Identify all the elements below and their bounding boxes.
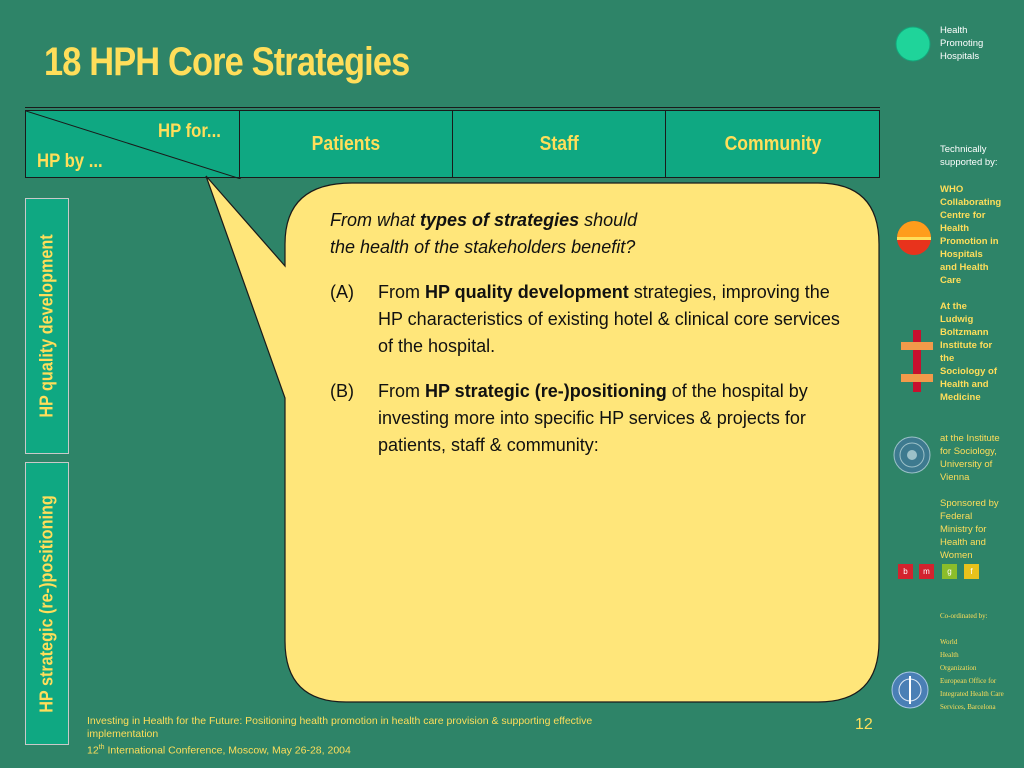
lbi-logo-icon — [901, 330, 933, 392]
technically-supported-text: Technically supported by: — [940, 144, 998, 168]
bmgf-logo-m: m — [919, 564, 934, 579]
hph-logo-text: Health Promoting Hospitals — [940, 25, 984, 62]
footer-text: Investing in Health for the Future: Positioning health promotion in health care provision & supporting effective implementation 12th International Conference, Moscow, May 26-28, 2004 — [87, 715, 593, 757]
column-header-label: Staff — [539, 132, 579, 155]
callout-text — [330, 207, 850, 459]
callout-question: From what types of strategies should the health of the stakeholders benefit? — [330, 210, 638, 257]
who-cc-logo-icon — [896, 220, 932, 256]
who-emblem-icon — [890, 670, 930, 710]
coordinated-by-label: Co-ordinated by: — [940, 612, 988, 620]
column-header-label: Community — [724, 132, 821, 155]
column-header-label: Patients — [311, 132, 381, 155]
bmgf-logo-g: g — [942, 564, 957, 579]
item-label: (B) — [330, 381, 354, 401]
row-label-text: HP quality development — [36, 234, 57, 418]
bmgf-logo-b: b — [898, 564, 913, 579]
university-seal-icon — [893, 436, 931, 474]
page-number: 12 — [855, 716, 873, 733]
university-text: at the Institute for Sociology, University of Vienna — [940, 433, 1000, 483]
strategy-item-a: (A) From HP quality development strategies, improving the HP characteristics of existing hotel & clinical core services of the hospital. — [330, 279, 850, 360]
hp-by-label: HP by ... — [37, 151, 103, 172]
row-label-text: HP strategic (re-)positioning — [36, 494, 57, 713]
strategy-item-b: (B) From HP strategic (re-)positioning of the hospital by investing more into specific HP services & projects for patients, staff & community: — [330, 378, 850, 459]
lbi-text: At the Ludwig Boltzmann Institute for the Sociology of Health and Medicine — [940, 301, 997, 403]
slide-title: 18 HPH Core Strategies — [44, 40, 410, 84]
hph-logo-icon — [895, 26, 931, 62]
sponsor-text: Sponsored by Federal Ministry for Health and Women — [940, 498, 999, 561]
bmgf-logo-f: f — [964, 564, 979, 579]
item-label: (A) — [330, 282, 354, 302]
who-europe-text: World Health Organization European Office for Integrated Health Care Services, Barcelona — [940, 638, 1004, 711]
hp-for-label: HP for... — [158, 121, 221, 142]
who-cc-text: WHO Collaborating Centre for Health Promotion in Hospitals and Health Care — [940, 184, 1002, 286]
